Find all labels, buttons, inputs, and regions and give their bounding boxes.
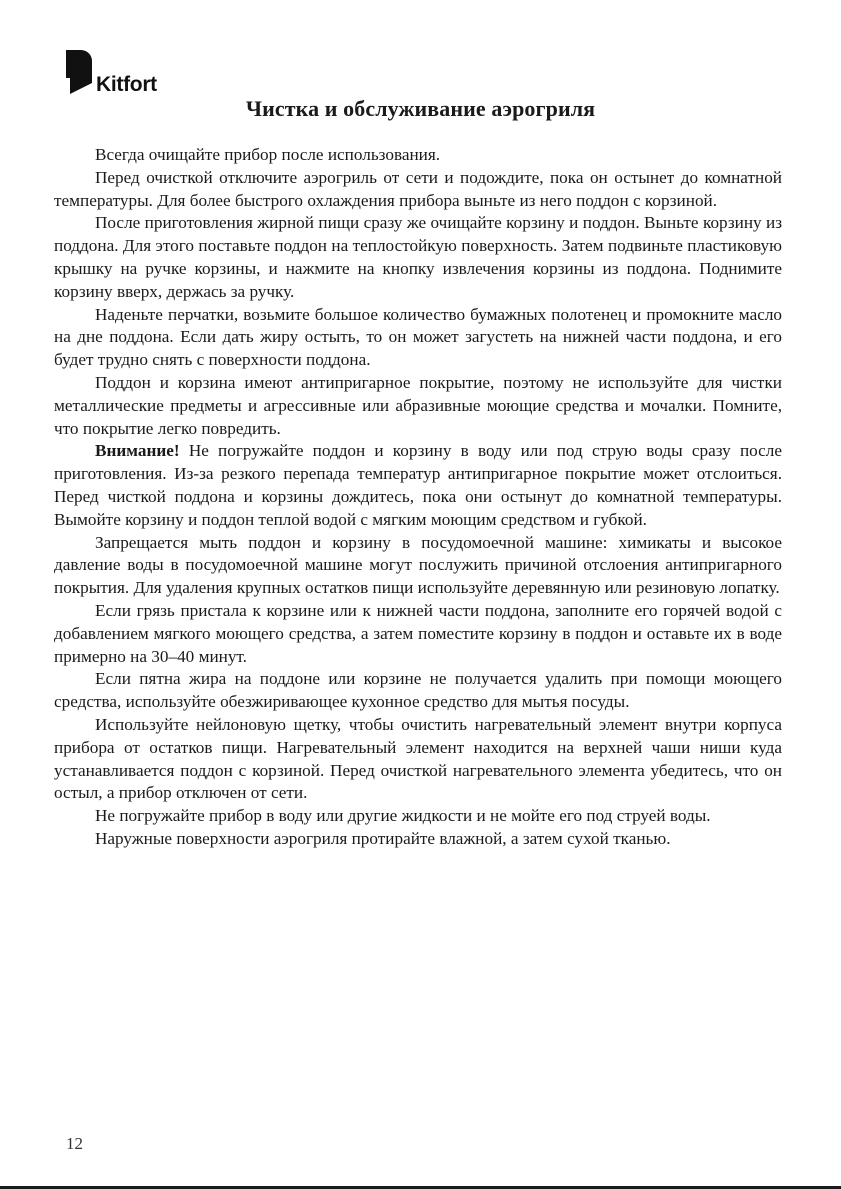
paragraph: Наденьте перчатки, возьмите большое количество бумажных полотенец и промокните масло на дне поддона. Если дать жиру остыть, то он может загустеть на нижней части поддона, и его будет трудно снять с поверхности поддона.: [54, 304, 782, 370]
paragraph: Если пятна жира на поддоне или корзине не получается удалить при помощи моющего средства, используйте обезжиривающее кухонное средство для мытья посуды.: [54, 669, 782, 712]
paragraph: Всегда очищайте прибор после использования.: [95, 145, 441, 164]
paragraph: Запрещается мыть поддон и корзину в посудомоечной машине: химикаты и высокое давление воды в посудомоечной машине могут послужить причиной отслоения антипригарного покрытия. Для удаления крупных остатков пищи используйте деревянную или резиновую лопатку.: [54, 532, 782, 598]
kitfort-logo-icon: [66, 50, 92, 94]
page-number: 12: [66, 1134, 83, 1153]
paragraph: Наружные поверхности аэрогриля протирайте влажной, а затем сухой тканью.: [95, 828, 671, 848]
paragraph: После приготовления жирной пищи сразу же очищайте корзину и поддон. Выньте корзину из поддона. Для этого поставьте поддон на теплостойкую поверхность. Затем подвиньте пластиковую крышку на ручке корзины, и нажмите на кнопку извлечения корзины из поддона. Поднимите корзину вверх, держась за ручку.: [54, 213, 782, 301]
warning-paragraph: [54, 440, 782, 531]
page-title: Чистка и обслуживание аэрогриля: [245, 96, 596, 121]
document-body: [54, 144, 782, 851]
warning-label: Внимание!: [95, 441, 180, 461]
paragraph: Не погружайте прибор в воду или другие жидкости и не мойте его под струей воды.: [95, 806, 711, 826]
brand-logo: [66, 50, 157, 94]
paragraph: Поддон и корзина имеют антипригарное покрытие, поэтому не используйте для чистки металлические предметы и агрессивные или абразивные моющие средства и мочалки. Помните, что покрытие легко повредить.: [54, 372, 782, 438]
paragraph: Перед очисткой отключите аэрогриль от сети и подождите, пока он остынет до комнатной температуры. Для более быстрого охлаждения прибора выньте из него поддон с корзиной.: [54, 167, 782, 210]
paragraph: Используйте нейлоновую щетку, чтобы очистить нагревательный элемент внутри корпуса прибора от остатков пищи. Нагревательный элемент находится на верхней чаши ниши куда устанавливается поддон с корзиной. Перед очисткой нагревательного элемента убедитесь, что он остыл, а прибор отключен от сети.: [54, 714, 782, 803]
warning-text: Не погружайте поддон и корзину в воду или под струю воды сразу после приготовления. Из-за резкого перепада температур антипригарное покрытие может отслоиться. Перед чисткой поддона и корзины дождитесь, пока они остынут до комнатной температуры. Вымойте корзину и поддон теплой водой с мягким моющим средством и губкой.: [54, 441, 782, 529]
brand-name: Kitfort: [96, 73, 157, 96]
paragraph: Если грязь пристала к корзине или к нижней части поддона, заполните его горячей водой с добавлением мягкого моющего средства, а затем поместите корзину в поддон и оставьте их в воде примерно на 30–40 минут.: [54, 600, 782, 666]
